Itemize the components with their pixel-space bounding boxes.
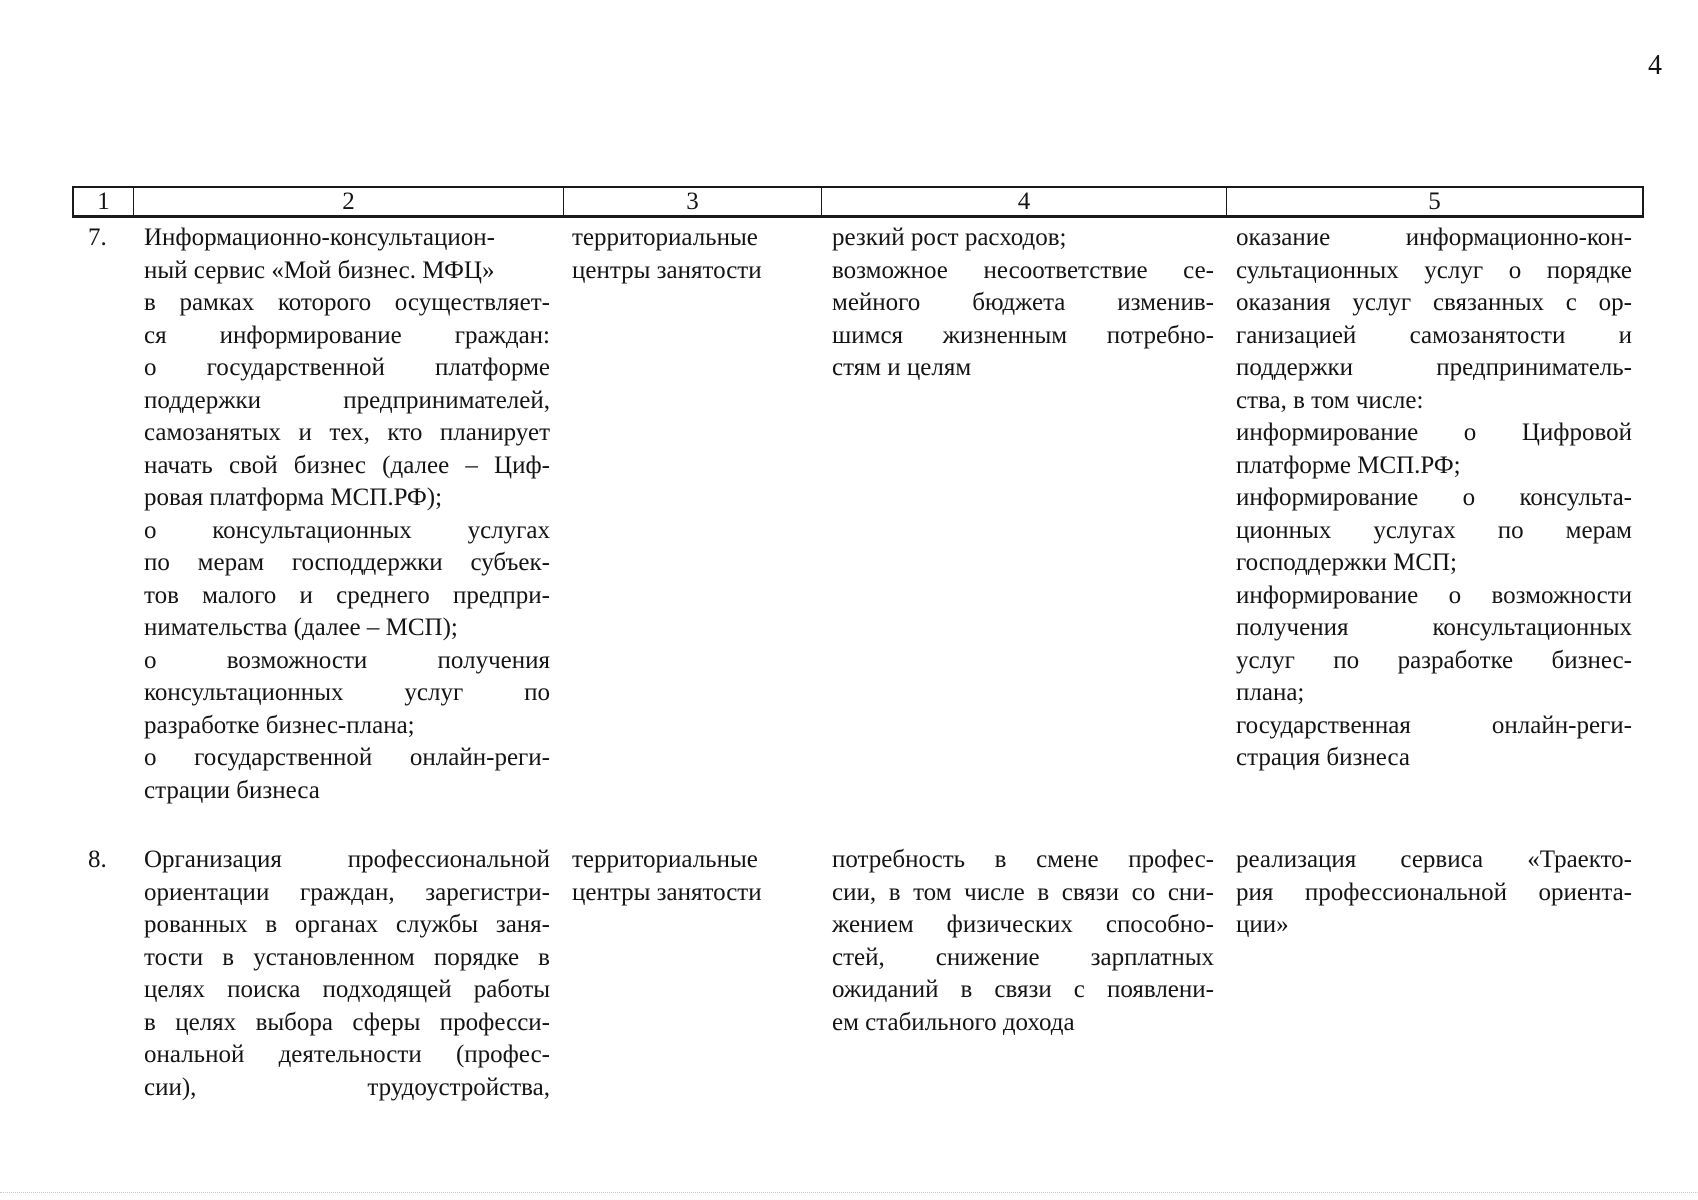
cell-text-line: тости в установленном порядке в xyxy=(144,943,550,971)
cell-text-line: поддержки предпринимателей, xyxy=(144,386,550,414)
page-number: 4 xyxy=(1648,50,1662,81)
cell-text-line: получения консультационных xyxy=(1236,614,1632,641)
cell-text-line: начать свой бизнес (далее – Циф- xyxy=(144,451,550,479)
header-cell-4: 4 xyxy=(822,188,1227,215)
cell-text-line: консультационных услуг по xyxy=(144,679,550,706)
cell-text-line: плана; xyxy=(1236,679,1305,706)
header-cell-2: 2 xyxy=(134,188,564,215)
cell-text-line: жением физических способно- xyxy=(832,911,1214,938)
executor-cell xyxy=(572,222,812,287)
cell-text-line: шимся жизненным потребно- xyxy=(832,321,1214,349)
cell-text-line: ся информирование граждан: xyxy=(144,321,550,349)
cell-text-line: платформе МСП.РФ; xyxy=(1236,451,1461,479)
cell-text-line: оказания услуг связанных с ор- xyxy=(1236,289,1632,316)
cell-text-line: целях поиска подходящей работы xyxy=(144,976,550,1003)
cell-text-line: территориальные xyxy=(572,224,758,251)
cell-text-line: страции бизнеса xyxy=(144,776,320,804)
executor-cell xyxy=(572,844,812,909)
cell-text-line: информирование о Цифровой xyxy=(1236,419,1632,446)
cell-text-line: ональной деятельности (профес- xyxy=(144,1041,550,1068)
measure-description-cell xyxy=(144,844,550,1104)
cell-text-line: оказание информационно-кон- xyxy=(1236,224,1632,251)
life-situation-cell xyxy=(832,222,1214,385)
cell-text-line: о государственной платформе xyxy=(144,354,550,381)
cell-text-line: стям и целям xyxy=(832,354,972,381)
cell-text-line: Организация профессиональной xyxy=(144,846,550,873)
life-situation-cell xyxy=(832,844,1214,1039)
cell-text-line: ожиданий в связи с появлени- xyxy=(832,976,1214,1003)
cell-text-line: в рамках которого осуществляет- xyxy=(144,289,550,316)
cell-text-line: ровая платформа МСП.РФ); xyxy=(144,484,443,511)
cell-text-line: ства, в том числе: xyxy=(1236,386,1424,414)
cell-text-line: сультационных услуг о порядке xyxy=(1236,256,1632,284)
cell-text-line: о государственной онлайн-реги- xyxy=(144,744,550,771)
cell-text-line: господдержки МСП; xyxy=(1236,549,1457,576)
service-cell xyxy=(1236,844,1632,942)
cell-text-line: в целях выбора сферы професси- xyxy=(144,1008,550,1036)
measure-description-cell xyxy=(144,222,550,807)
cell-text-line: резкий рост расходов; xyxy=(832,224,1067,251)
row-number: 7. xyxy=(88,224,107,251)
cell-text-line: государственная онлайн-реги- xyxy=(1236,711,1632,739)
cell-text-line: ганизацией самозанятости и xyxy=(1236,321,1632,349)
cell-text-line: ционных услугах по мерам xyxy=(1236,516,1632,544)
cell-text-line: потребность в смене профес- xyxy=(832,846,1214,873)
cell-text-line: информирование о возможности xyxy=(1236,581,1632,609)
header-cell-3: 3 xyxy=(564,188,822,215)
cell-text-line: информирование о консульта- xyxy=(1236,484,1632,511)
cell-text-line: территориальные xyxy=(572,846,758,873)
cell-text-line: по мерам господдержки субъек- xyxy=(144,549,550,576)
header-cell-5: 5 xyxy=(1428,188,1441,215)
cell-text-line: центры занятости xyxy=(572,878,762,906)
cell-text-line: мейного бюджета изменив- xyxy=(832,289,1214,316)
cell-text-line: центры занятости xyxy=(572,256,762,284)
row-number: 8. xyxy=(88,846,107,873)
cell-text-line: страция бизнеса xyxy=(1236,744,1410,771)
cell-text-line: сии), трудоустройства, xyxy=(144,1073,550,1101)
service-cell xyxy=(1236,222,1632,775)
cell-text-line: рованных в органах службы заня- xyxy=(144,911,550,938)
cell-text-line: ции» xyxy=(1236,911,1289,938)
cell-text-line: ный сервис «Мой бизнес. МФЦ» xyxy=(144,256,495,284)
cell-text-line: тов малого и среднего предпри- xyxy=(144,581,550,609)
scan-edge-divider xyxy=(0,1192,1698,1193)
cell-text-line: о возможности получения xyxy=(144,646,550,674)
cell-text-line: нимательства (далее – МСП); xyxy=(144,614,458,641)
cell-text-line: Информационно-консультацион- xyxy=(144,224,495,251)
cell-text-line: ем стабильного дохода xyxy=(832,1008,1075,1036)
cell-text-line: стей, снижение зарплатных xyxy=(832,943,1214,971)
cell-text-line: поддержки предприниматель- xyxy=(1236,354,1632,381)
cell-text-line: о консультационных услугах xyxy=(144,516,550,544)
cell-text-line: самозанятых и тех, кто планирует xyxy=(144,419,550,446)
cell-text-line: возможное несоответствие се- xyxy=(832,256,1214,284)
cell-text-line: реализация сервиса «Траекто- xyxy=(1236,846,1632,873)
cell-text-line: сии, в том числе в связи со сни- xyxy=(832,878,1214,906)
cell-text-line: ориентации граждан, зарегистри- xyxy=(144,878,550,906)
cell-text-line: рия профессиональной ориента- xyxy=(1236,878,1632,906)
cell-text-line: разработке бизнес-плана; xyxy=(144,711,415,739)
header-cell-1: 1 xyxy=(74,188,134,215)
table-header-row xyxy=(72,186,1644,218)
cell-text-line: услуг по разработке бизнес- xyxy=(1236,646,1632,674)
